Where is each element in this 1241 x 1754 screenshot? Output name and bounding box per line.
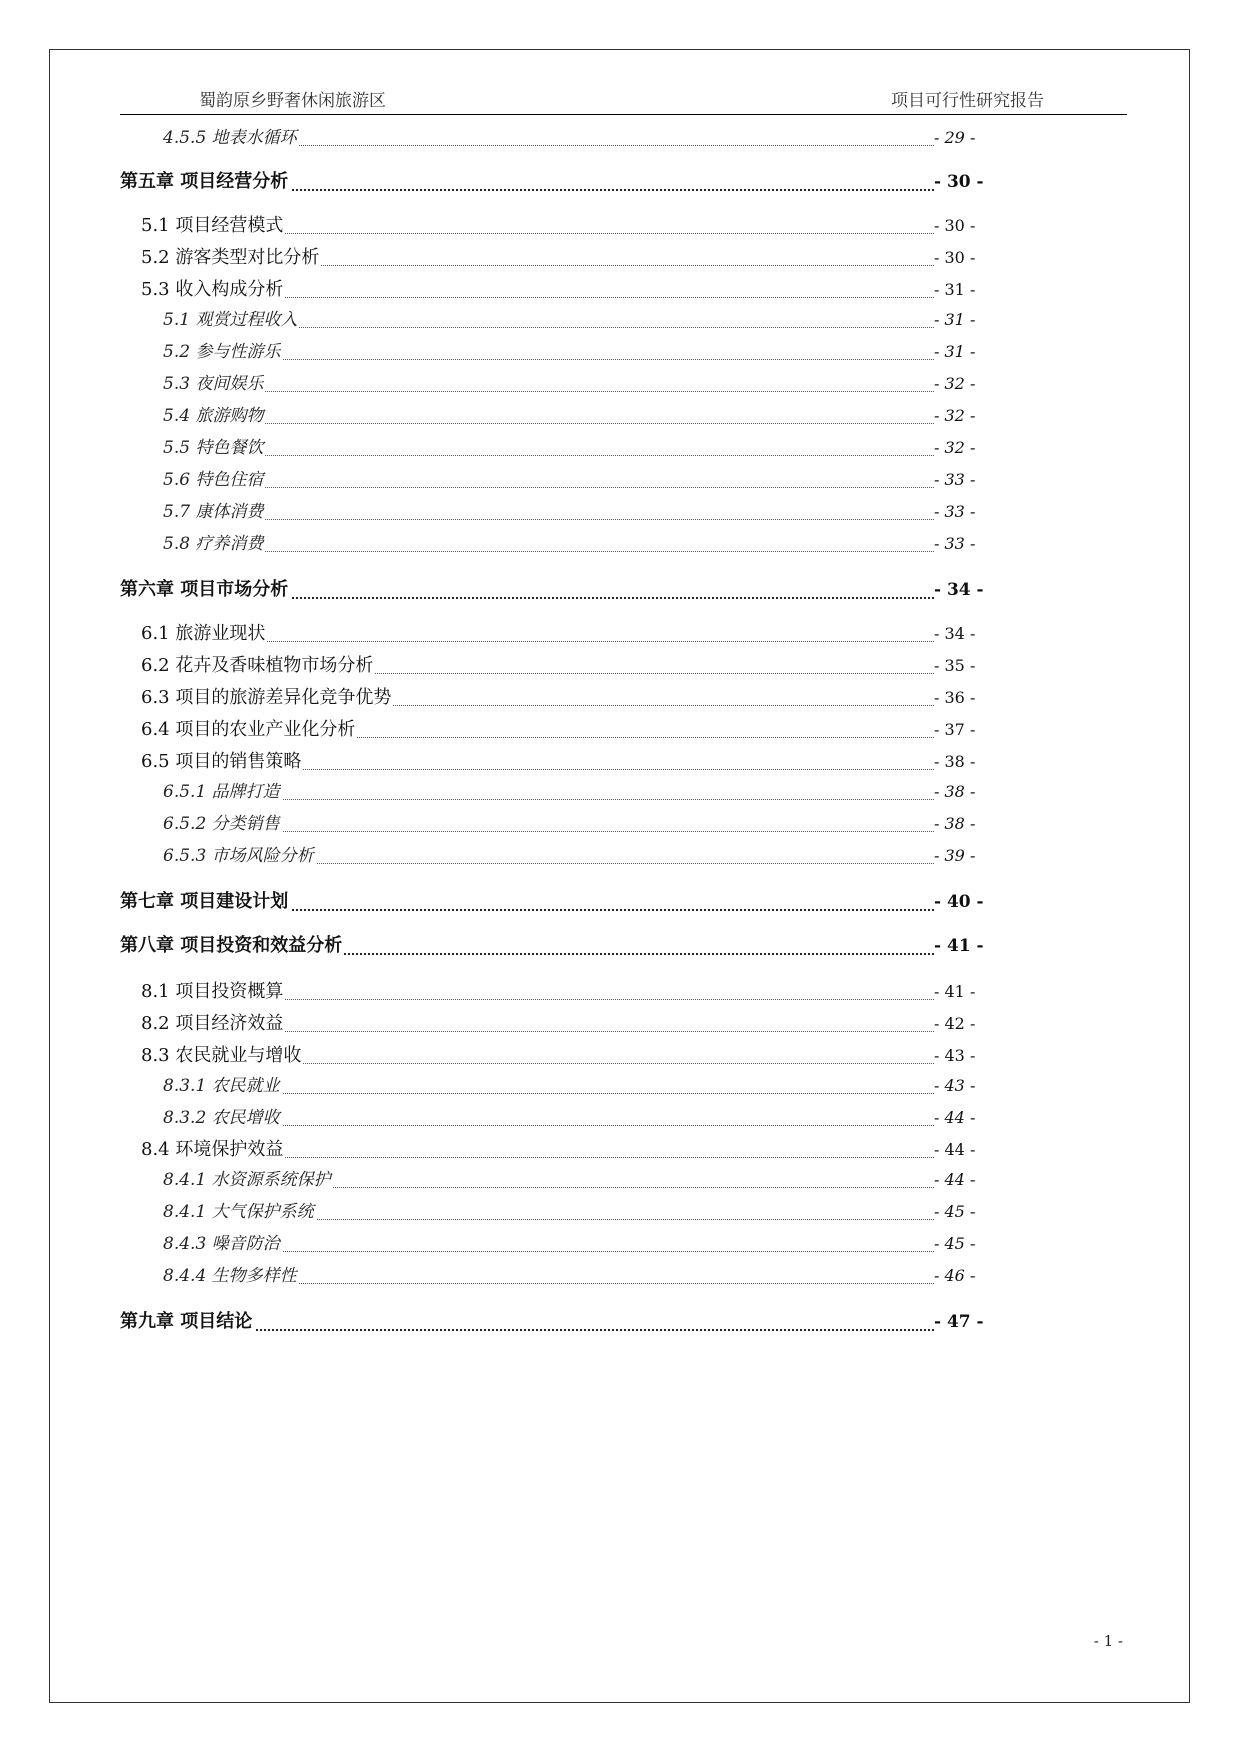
toc-chapter-entry[interactable] [0,932,1241,960]
toc-entry-title: 5.4 旅游购物 [163,402,265,430]
toc-section-entry[interactable] [0,1136,1241,1164]
toc-entry-title: 第六章 项目市场分析 [120,576,290,604]
toc-entry-title: 5.2 参与性游乐 [163,338,282,366]
toc-subsection-entry[interactable] [0,306,1241,334]
toc-leader-dots [163,455,934,456]
toc-chapter-entry[interactable] [0,888,1241,916]
toc-entry-title: 8.4.1 水资源系统保护 [163,1166,333,1194]
toc-entry-title: 5.1 观赏过程收入 [163,306,299,334]
toc-subsection-entry[interactable] [0,498,1241,526]
toc-entry-page: - 45 - [934,1230,975,1258]
toc-entry-page: - 38 - [934,778,975,806]
toc-section-entry[interactable] [0,684,1241,712]
toc-entry-title: 6.5.1 品牌打造 [163,778,282,806]
toc-subsection-entry[interactable] [0,1230,1241,1258]
toc-entry-page: - 42 - [934,1010,975,1038]
toc-entry-page: - 31 - [934,338,975,366]
toc-entry-title: 8.3.1 农民就业 [163,1072,282,1100]
toc-section-entry[interactable] [0,276,1241,304]
toc-subsection-entry[interactable] [0,124,1241,152]
toc-leader-dots [163,519,934,520]
toc-entry-title: 第九章 项目结论 [120,1308,254,1336]
toc-entry-title: 5.3 收入构成分析 [141,276,285,304]
toc-entry-page: - 47 - [934,1308,984,1336]
toc-section-entry[interactable] [0,652,1241,680]
toc-entry-page: - 34 - [934,576,984,604]
toc-entry-title: 8.4.1 大气保护系统 [163,1198,316,1226]
toc-leader-dots [163,423,934,424]
toc-entry-page: - 37 - [934,716,975,744]
toc-entry-page: - 32 - [934,402,975,430]
toc-entry-page: - 29 - [934,124,975,152]
toc-entry-page: - 41 - [934,978,975,1006]
toc-subsection-entry[interactable] [0,1198,1241,1226]
toc-entry-page: - 33 - [934,498,975,526]
toc-entry-title: 5.5 特色餐饮 [163,434,265,462]
toc-subsection-entry[interactable] [0,810,1241,838]
toc-subsection-entry[interactable] [0,370,1241,398]
toc-entry-page: - 31 - [934,306,975,334]
toc-entry-title: 第八章 项目投资和效益分析 [120,932,344,960]
toc-entry-page: - 44 - [934,1136,975,1164]
toc-subsection-entry[interactable] [0,530,1241,558]
toc-entry-title: 8.4.3 噪音防治 [163,1230,282,1258]
toc-section-entry[interactable] [0,1010,1241,1038]
toc-entry-title: 5.6 特色住宿 [163,466,265,494]
toc-entry-page: - 34 - [934,620,975,648]
toc-subsection-entry[interactable] [0,1262,1241,1290]
toc-section-entry[interactable] [0,620,1241,648]
toc-section-entry[interactable] [0,1042,1241,1070]
toc-subsection-entry[interactable] [0,1104,1241,1132]
toc-entry-title: 5.2 游客类型对比分析 [141,244,321,272]
toc-subsection-entry[interactable] [0,1166,1241,1194]
toc-entry-page: - 32 - [934,370,975,398]
toc-subsection-entry[interactable] [0,778,1241,806]
footer-page-number: - 1 - [1093,1632,1123,1650]
toc-subsection-entry[interactable] [0,842,1241,870]
toc-entry-page: - 33 - [934,466,975,494]
toc-entry-page: - 35 - [934,652,975,680]
toc-entry-page: - 43 - [934,1042,975,1070]
toc-entry-title: 第七章 项目建设计划 [120,888,290,916]
toc-leader-dots [163,487,934,488]
toc-subsection-entry[interactable] [0,466,1241,494]
toc-leader-dots [163,551,934,552]
toc-entry-title: 6.2 花卉及香味植物市场分析 [141,652,375,680]
toc-entry-title: 8.2 项目经济效益 [141,1010,285,1038]
toc-chapter-entry[interactable] [0,1308,1241,1336]
toc-entry-page: - 45 - [934,1198,975,1226]
toc-chapter-entry[interactable] [0,576,1241,604]
toc-entry-page: - 44 - [934,1104,975,1132]
toc-entry-title: 6.1 旅游业现状 [141,620,267,648]
toc-entry-page: - 40 - [934,888,984,916]
toc-subsection-entry[interactable] [0,402,1241,430]
toc-entry-title: 6.3 项目的旅游差异化竞争优势 [141,684,393,712]
toc-entry-page: - 39 - [934,842,975,870]
toc-entry-title: 8.1 项目投资概算 [141,978,285,1006]
toc-entry-page: - 30 - [934,212,975,240]
toc-subsection-entry[interactable] [0,1072,1241,1100]
header-report-title: 项目可行性研究报告 [891,91,1044,111]
toc-entry-title: 8.3 农民就业与增收 [141,1042,303,1070]
header-project-name: 蜀韵原乡野奢休闲旅游区 [199,91,386,111]
toc-chapter-entry[interactable] [0,168,1241,196]
toc-entry-title: 8.3.2 农民增收 [163,1104,282,1132]
toc-subsection-entry[interactable] [0,434,1241,462]
toc-section-entry[interactable] [0,244,1241,272]
toc-entry-title: 8.4.4 生物多样性 [163,1262,299,1290]
toc-entry-title: 6.5.2 分类销售 [163,810,282,838]
toc-section-entry[interactable] [0,978,1241,1006]
toc-section-entry[interactable] [0,716,1241,744]
toc-entry-title: 6.5.3 市场风险分析 [163,842,316,870]
toc-leader-dots [163,391,934,392]
toc-entry-title: 5.8 疗养消费 [163,530,265,558]
toc-entry-page: - 32 - [934,434,975,462]
toc-subsection-entry[interactable] [0,338,1241,366]
toc-entry-title: 5.1 项目经营模式 [141,212,285,240]
toc-entry-title: 5.7 康体消费 [163,498,265,526]
toc-entry-title: 8.4 环境保护效益 [141,1136,285,1164]
toc-entry-page: - 41 - [934,932,984,960]
toc-entry-page: - 44 - [934,1166,975,1194]
toc-entry-title: 第五章 项目经营分析 [120,168,290,196]
toc-section-entry[interactable] [0,748,1241,776]
toc-entry-page: - 33 - [934,530,975,558]
toc-entry-page: - 38 - [934,748,975,776]
toc-entry-page: - 30 - [934,168,984,196]
toc-entry-title: 5.3 夜间娱乐 [163,370,265,398]
toc-entry-page: - 46 - [934,1262,975,1290]
toc-entry-page: - 31 - [934,276,975,304]
toc-entry-page: - 38 - [934,810,975,838]
toc-entry-page: - 43 - [934,1072,975,1100]
toc-entry-title: 4.5.5 地表水循环 [163,124,299,152]
toc-section-entry[interactable] [0,212,1241,240]
toc-entry-title: 6.4 项目的农业产业化分析 [141,716,357,744]
toc-entry-page: - 36 - [934,684,975,712]
toc-entry-page: - 30 - [934,244,975,272]
toc-entry-title: 6.5 项目的销售策略 [141,748,303,776]
